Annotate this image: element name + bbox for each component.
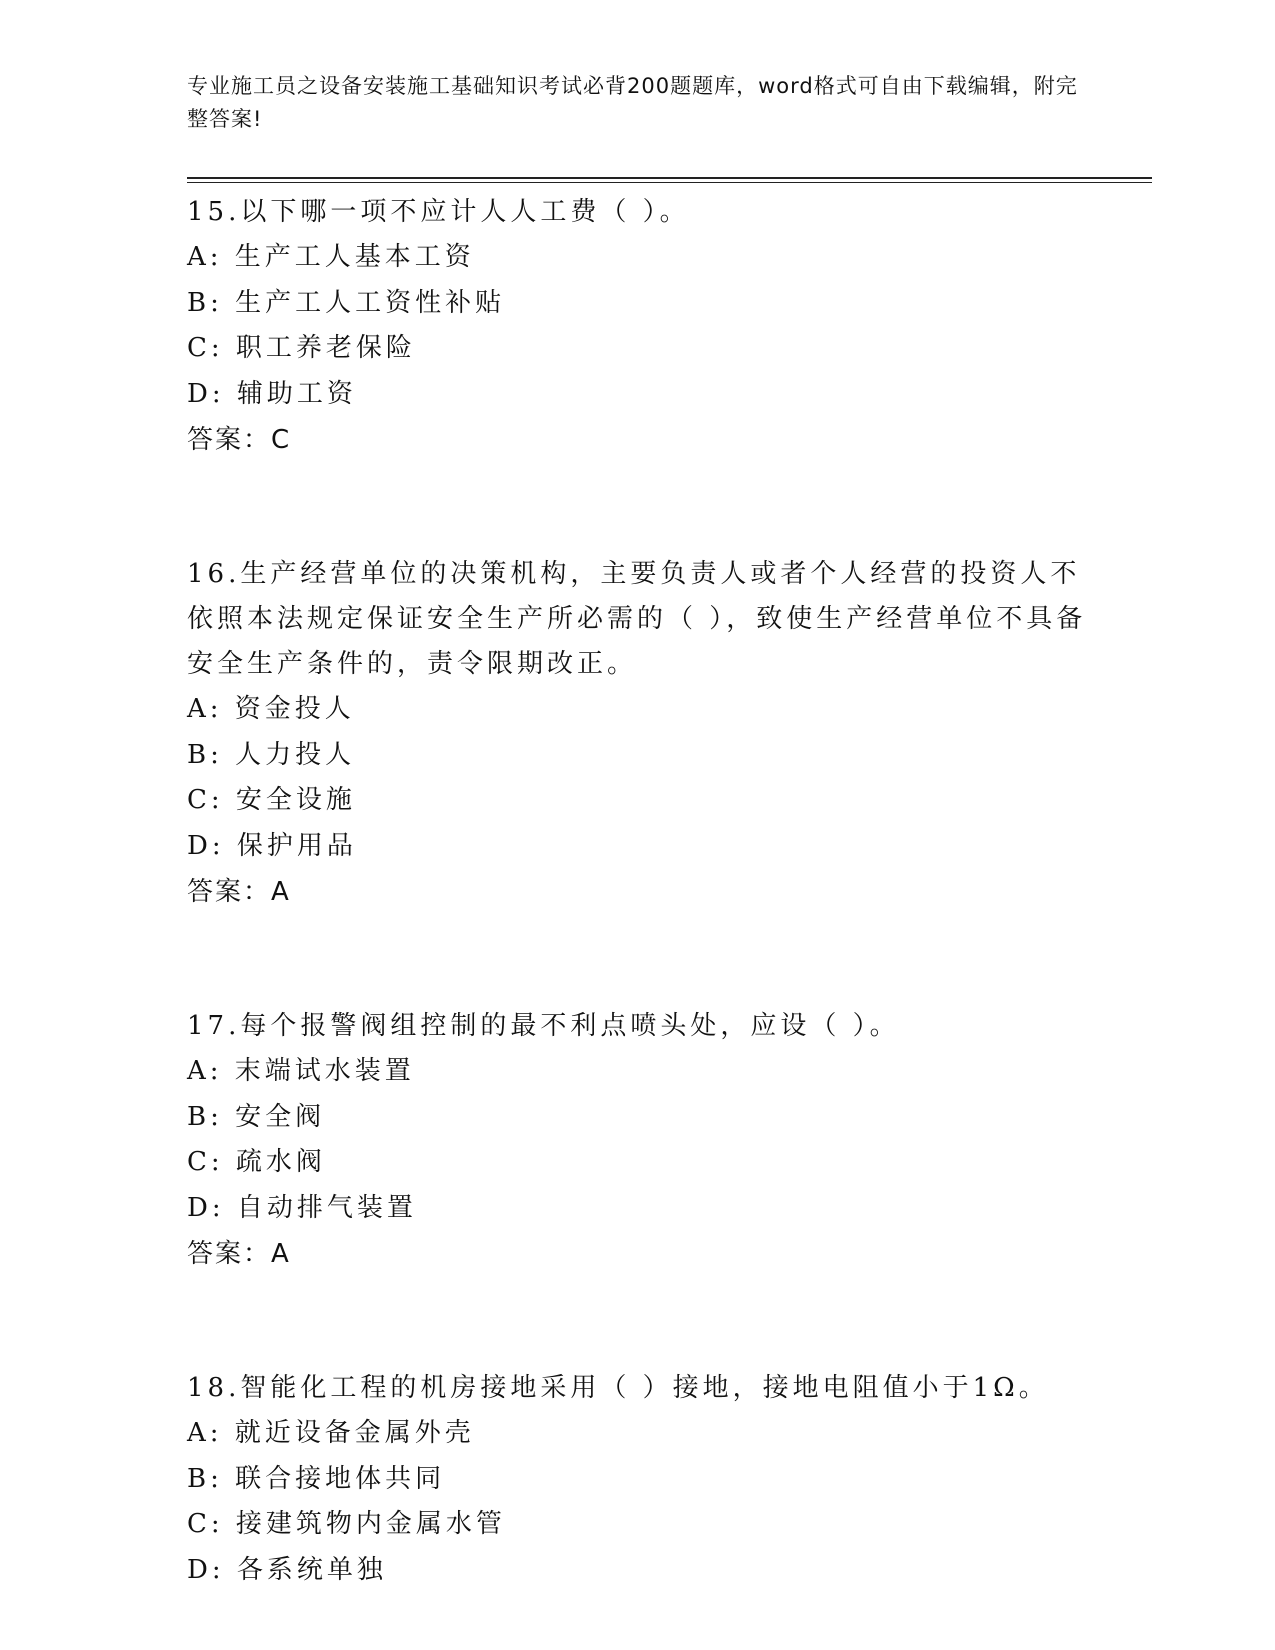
option-c: C: 安全设施 bbox=[187, 785, 356, 815]
option-c: C: 职工养老保险 bbox=[187, 333, 416, 363]
question-list bbox=[187, 190, 1087, 1593]
option-b: B: 人力投人 bbox=[187, 739, 356, 770]
option-d: D: 各系统单独 bbox=[187, 1554, 387, 1585]
option-d: D: 自动排气装置 bbox=[187, 1192, 417, 1223]
question-16 bbox=[187, 552, 1087, 915]
question-18 bbox=[187, 1366, 1087, 1593]
answer-line: 答案：C bbox=[187, 425, 292, 455]
question-17 bbox=[187, 1004, 1087, 1277]
option-d: D: 辅助工资 bbox=[187, 378, 357, 409]
answer-line: 答案：A bbox=[187, 1239, 291, 1269]
option-d: D: 保护用品 bbox=[187, 830, 357, 861]
option-b: B: 安全阀 bbox=[187, 1101, 326, 1132]
question-stem: 16.生产经营单位的决策机构，主要负责人或者个人经营的投资人不依照本法规定保证安全生产所必需的（ ），致使生产经营单位不具备安全生产条件的，责令限期改正。 bbox=[187, 559, 1087, 679]
option-b: B: 生产工人工资性补贴 bbox=[187, 287, 506, 318]
option-a: A: 资金投人 bbox=[187, 694, 355, 724]
header-divider-thin bbox=[187, 182, 1152, 183]
answer-line: 答案：A bbox=[187, 877, 291, 907]
question-stem: 18.智能化工程的机房接地采用（ ）接地，接地电阻值小于1Ω。 bbox=[187, 1373, 1049, 1403]
option-a: A: 末端试水装置 bbox=[187, 1056, 415, 1086]
option-c: C: 疏水阀 bbox=[187, 1147, 326, 1177]
option-b: B: 联合接地体共同 bbox=[187, 1463, 446, 1494]
question-15 bbox=[187, 190, 1087, 463]
option-a: A: 生产工人基本工资 bbox=[187, 242, 475, 272]
header-divider-thick bbox=[187, 177, 1152, 179]
option-a: A: 就近设备金属外壳 bbox=[187, 1418, 475, 1448]
document-header: 专业施工员之设备安装施工基础知识考试必背200题题库，word格式可自由下载编辑，附完整答案! bbox=[187, 74, 1078, 131]
question-stem: 15.以下哪一项不应计人人工费（ ）。 bbox=[187, 197, 690, 227]
question-stem: 17.每个报警阀组控制的最不利点喷头处，应设（ ）。 bbox=[187, 1011, 900, 1041]
option-c: C: 接建筑物内金属水管 bbox=[187, 1509, 506, 1539]
